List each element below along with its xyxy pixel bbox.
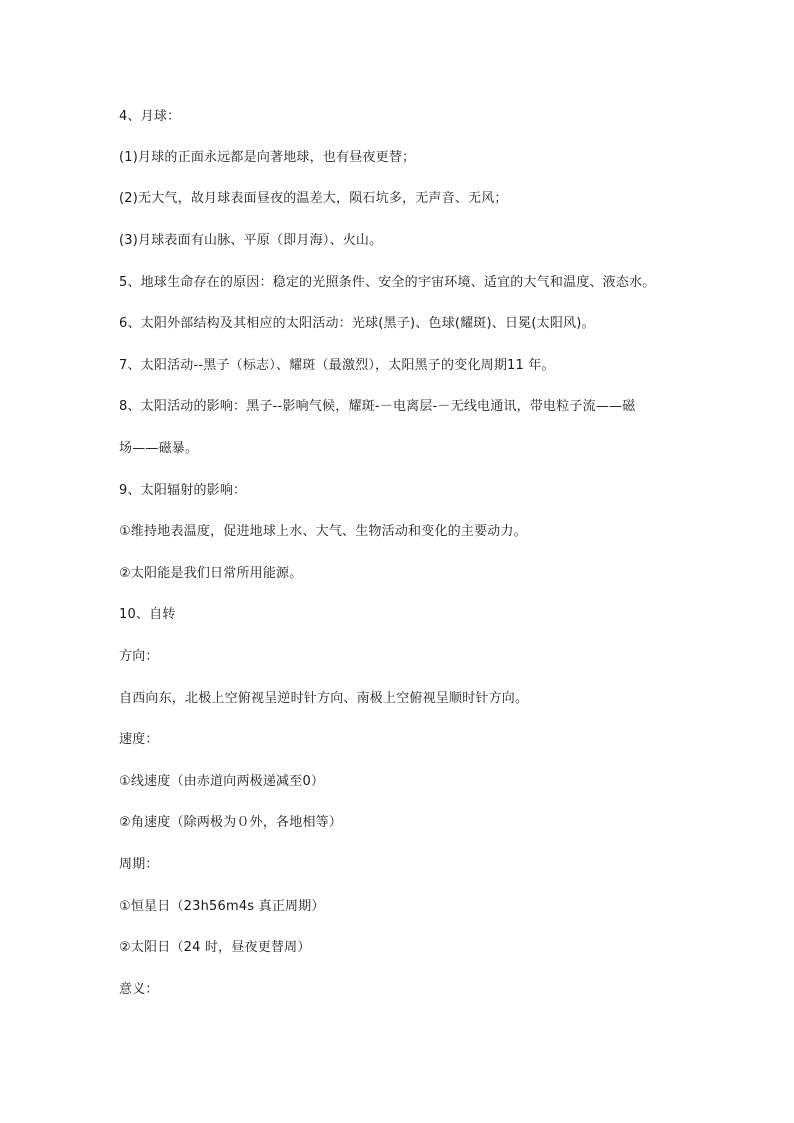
paragraph-angular-speed: ②角速度（除两极为０外，各地相等）: [119, 815, 343, 830]
paragraph-radiation-1: ①维持地表温度，促进地球上水、大气、生物活动和变化的主要动力。: [119, 524, 527, 539]
paragraph-solar-influence-cont: 场——磁暴。: [119, 441, 199, 456]
paragraph-moon-3: (3)月球表面有山脉、平原（即月海）、火山。: [119, 233, 383, 248]
heading-rotation: 10、自转: [119, 607, 176, 622]
paragraph-moon-1: (1)月球的正面永远都是向著地球，也有昼夜更替；: [119, 150, 416, 165]
paragraph-linear-speed: ①线速度（由赤道向两极递减至0）: [119, 774, 325, 789]
paragraph-solar-activity: 7、太阳活动--黑子（标志）、耀斑（最激烈），太阳黑子的变化周期11 年。: [119, 358, 555, 373]
label-significance: 意义：: [119, 982, 159, 997]
label-period: 周期：: [119, 857, 159, 872]
label-speed: 速度：: [119, 732, 159, 747]
paragraph-solar-influence: 8、太阳活动的影响：黑子--影响气候，耀斑-－电离层-－无线电通讯，带电粒子流——磁: [119, 399, 636, 414]
heading-solar-radiation: 9、太阳辐射的影响：: [119, 483, 247, 498]
paragraph-sidereal-day: ①恒星日（23h56m4s 真正周期）: [119, 899, 325, 914]
paragraph-sun-structure: 6、太阳外部结构及其相应的太阳活动：光球(黑子)、色球(耀斑)、日冕(太阳风)。: [119, 316, 595, 331]
label-direction: 方向：: [119, 649, 159, 664]
paragraph-direction: 自西向东，北极上空俯视呈逆时针方向、南极上空俯视呈顺时针方向。: [119, 691, 529, 706]
paragraph-radiation-2: ②太阳能是我们日常所用能源。: [119, 566, 303, 581]
paragraph-life-conditions: 5、地球生命存在的原因：稳定的光照条件、安全的宇宙环境、适宜的大气和温度、液态水。: [119, 275, 656, 290]
paragraph-moon-2: (2)无大气，故月球表面昼夜的温差大，陨石坑多，无声音、无风；: [119, 191, 508, 206]
heading-moon: 4、月球：: [119, 109, 181, 124]
paragraph-solar-day: ②太阳日（24 时，昼夜更替周）: [119, 940, 311, 955]
